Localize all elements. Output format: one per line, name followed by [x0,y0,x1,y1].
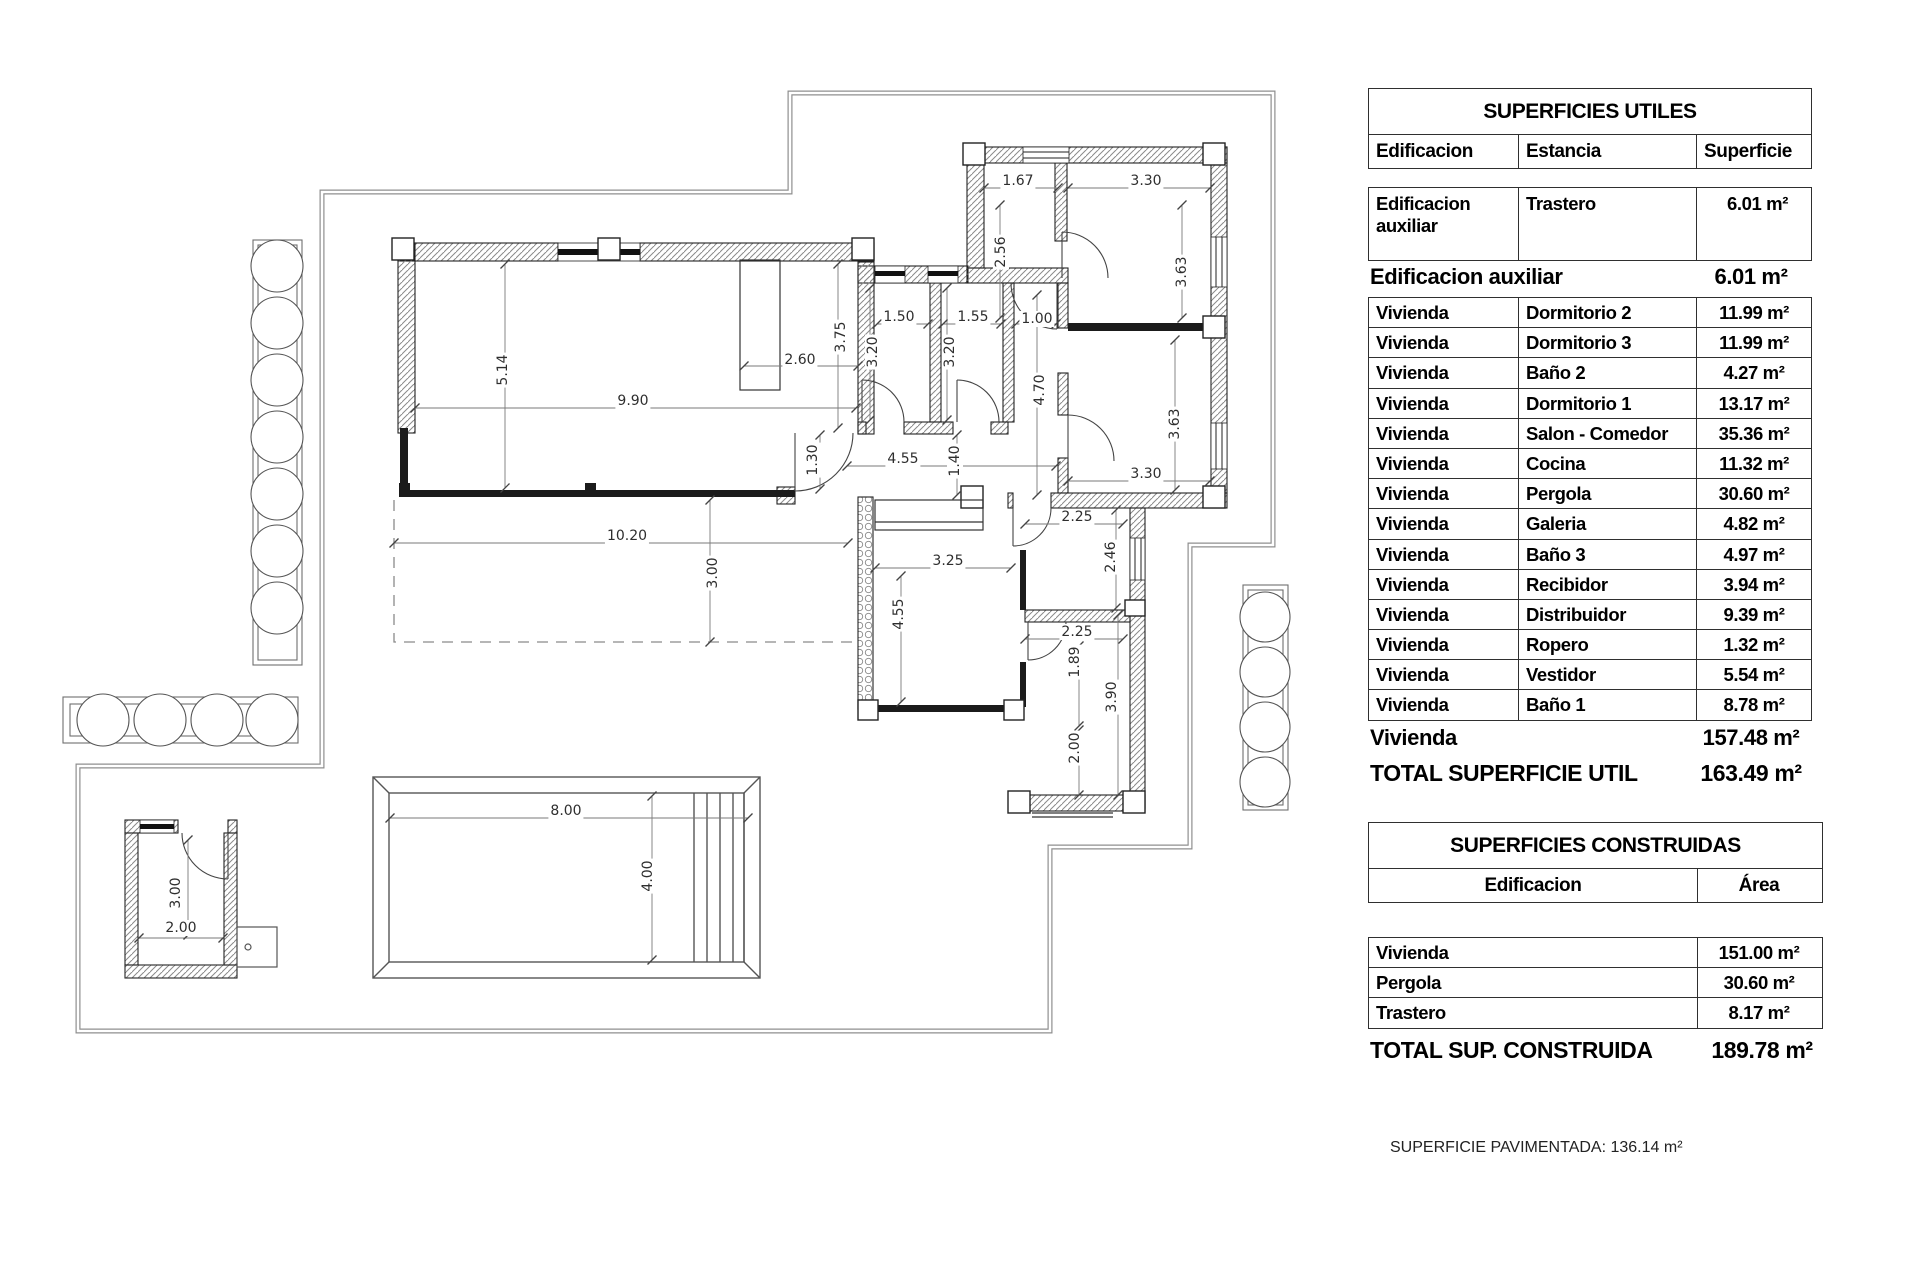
table-cell: Vivienda [1376,664,1449,686]
table-cell: Vivienda [1376,603,1449,625]
dim-label: 3.30 [1130,466,1162,482]
dim-label: 4.00 [640,860,656,892]
vivienda-total-line [1368,724,1812,752]
pool [373,777,760,978]
total-construida-value: 189.78 m² [1711,1037,1813,1064]
table-cell: Vivienda [1376,694,1449,716]
dim-label: 1.67 [1002,173,1034,189]
table-cell: Baño 2 [1518,358,1696,387]
table-cell: 13.17 m² [1696,389,1811,418]
table-row [1369,599,1811,629]
vivienda-total-label: Vivienda [1370,724,1457,750]
dim-label: 8.00 [550,803,582,819]
utiles-column-headers [1369,134,1811,168]
table-cell: Recibidor [1518,570,1696,599]
vivienda-total-value: 157.48 m² [1702,724,1800,750]
table-cell: Vivienda [1376,452,1449,474]
table-cell: Cocina [1518,449,1696,478]
paved-surface-note: SUPERFICIE PAVIMENTADA: 136.14 m² [1390,1139,1683,1156]
aux-superficie: 6.01 m² [1696,188,1811,260]
dim-label: 1.55 [957,309,989,325]
table-cell: 4.27 m² [1696,358,1811,387]
aux-total-line [1368,263,1812,291]
col-header-edificacion: Edificacion [1376,141,1473,162]
dim-label: 2.25 [1061,509,1093,525]
dim-label: 2.60 [784,352,816,368]
construidas-title: SUPERFICIES CONSTRUIDAS [1450,834,1741,857]
table-cell: Vestidor [1518,660,1696,689]
table-cell: Baño 1 [1518,690,1696,719]
table-cell: Galeria [1518,509,1696,538]
thin-walls [399,323,1205,712]
aux-estancia: Trastero [1518,188,1696,260]
table-cell: 11.99 m² [1696,298,1811,327]
col-header-edificacion-2: Edificacion [1484,875,1582,896]
dim-label: 10.20 [606,528,648,544]
table-row [1369,478,1811,508]
table-cell: Vivienda [1376,573,1449,595]
table-cell: 151.00 m² [1697,938,1820,967]
table-row [1369,997,1822,1027]
superficies-utiles-table [1368,88,1812,789]
table-row [1369,418,1811,448]
tree-row-right [1240,585,1290,810]
table-cell: Pergola [1518,479,1696,508]
table-cell: Vivienda [1376,362,1449,384]
dim-label: 2.25 [1061,624,1093,640]
table-cell: Dormitorio 1 [1518,389,1696,418]
utiles-title: SUPERFICIES UTILES [1483,100,1697,123]
table-row [1369,629,1811,659]
dim-label: 3.75 [833,321,849,353]
table-row [1369,967,1822,997]
table-cell: Vivienda [1376,392,1449,414]
table-row [1369,448,1811,478]
dim-label: 4.55 [887,451,919,467]
tree-row-left [251,240,303,665]
dim-label: 5.14 [495,354,511,386]
table-cell: 8.17 m² [1697,998,1820,1027]
table-cell: Trastero [1376,1002,1446,1024]
dim-label: 2.56 [993,236,1009,268]
aux-row [1368,187,1812,261]
vivienda-rows [1368,297,1812,721]
dim-label: 4.55 [891,598,907,630]
table-cell: 5.54 m² [1696,660,1811,689]
table-cell: 8.78 m² [1696,690,1811,719]
table-cell: Baño 3 [1518,540,1696,569]
dim-label: 1.30 [805,444,821,476]
col-header-estancia: Estancia [1518,135,1696,168]
table-cell: 11.99 m² [1696,328,1811,357]
table-row [1369,388,1811,418]
table-row [1369,298,1811,327]
aux-edificacion: Edificacion auxiliar [1376,193,1471,236]
dim-label: 4.70 [1032,374,1048,406]
total-construida-label: TOTAL SUP. CONSTRUIDA [1370,1037,1653,1064]
table-cell: 3.94 m² [1696,570,1811,599]
dim-label: 1.50 [883,309,915,325]
aux-total-label: Edificacion auxiliar [1370,264,1563,289]
dim-label: 3.63 [1174,256,1190,288]
trastero-annex [237,927,277,967]
dim-label: 2.00 [165,920,197,936]
dim-label: 1.40 [947,445,963,477]
dim-label: 3.00 [705,557,721,589]
aux-total-value: 6.01 m² [1714,264,1788,289]
table-cell: Vivienda [1376,483,1449,505]
table-row [1369,938,1822,967]
table-cell: 35.36 m² [1696,419,1811,448]
table-cell: Dormitorio 3 [1518,328,1696,357]
dim-label: 3.00 [168,877,184,909]
dim-label: 3.20 [942,336,958,368]
dim-label: 9.90 [617,393,649,409]
dim-label: 3.25 [932,553,964,569]
table-cell: 4.82 m² [1696,509,1811,538]
table-row [1369,659,1811,689]
table-cell: Vivienda [1376,513,1449,535]
col-header-superficie: Superficie [1696,135,1811,168]
table-cell: 9.39 m² [1696,600,1811,629]
table-cell: Pergola [1376,972,1442,994]
pergola-dashed-outline [394,500,858,642]
table-cell: 30.60 m² [1697,968,1820,997]
table-cell: Distribuidor [1518,600,1696,629]
table-cell: Ropero [1518,630,1696,659]
table-cell: Vivienda [1376,422,1449,444]
dim-label: 2.46 [1103,541,1119,573]
table-row [1369,357,1811,387]
table-row [1369,539,1811,569]
total-construida-line [1368,1036,1823,1066]
construidas-column-headers [1369,868,1822,902]
total-superficie-util-label: TOTAL SUPERFICIE UTIL [1370,760,1638,787]
dim-label: 3.30 [1130,173,1162,189]
table-cell: 11.32 m² [1696,449,1811,478]
construidas-header-box [1368,822,1823,903]
table-cell: Vivienda [1376,543,1449,565]
dim-label: 2.00 [1067,732,1083,764]
table-cell: Dormitorio 2 [1518,298,1696,327]
table-cell: Vivienda [1376,302,1449,323]
utiles-header-box [1368,88,1812,169]
table-cell: 30.60 m² [1696,479,1811,508]
dim-label: 3.20 [865,336,881,368]
tree-row-bottom [63,694,298,746]
table-row [1369,327,1811,357]
table-row [1369,508,1811,538]
superficies-construidas-table [1368,822,1823,1066]
table-row [1369,689,1811,719]
col-header-area: Área [1697,869,1820,902]
dim-label: 1.89 [1067,646,1083,678]
table-cell: Vivienda [1376,942,1449,963]
table-row [1369,569,1811,599]
table-cell: 4.97 m² [1696,540,1811,569]
dim-label: 1.00 [1021,311,1053,327]
table-cell: Vivienda [1376,634,1449,656]
table-cell: Salon - Comedor [1518,419,1696,448]
total-superficie-util-line [1368,759,1812,789]
table-cell: Vivienda [1376,332,1449,354]
table-cell: 1.32 m² [1696,630,1811,659]
construidas-rows [1368,937,1823,1029]
total-superficie-util-value: 163.49 m² [1700,760,1802,787]
galeria-wall [858,497,873,709]
dim-label: 3.90 [1104,681,1120,713]
dim-label: 3.63 [1167,408,1183,440]
